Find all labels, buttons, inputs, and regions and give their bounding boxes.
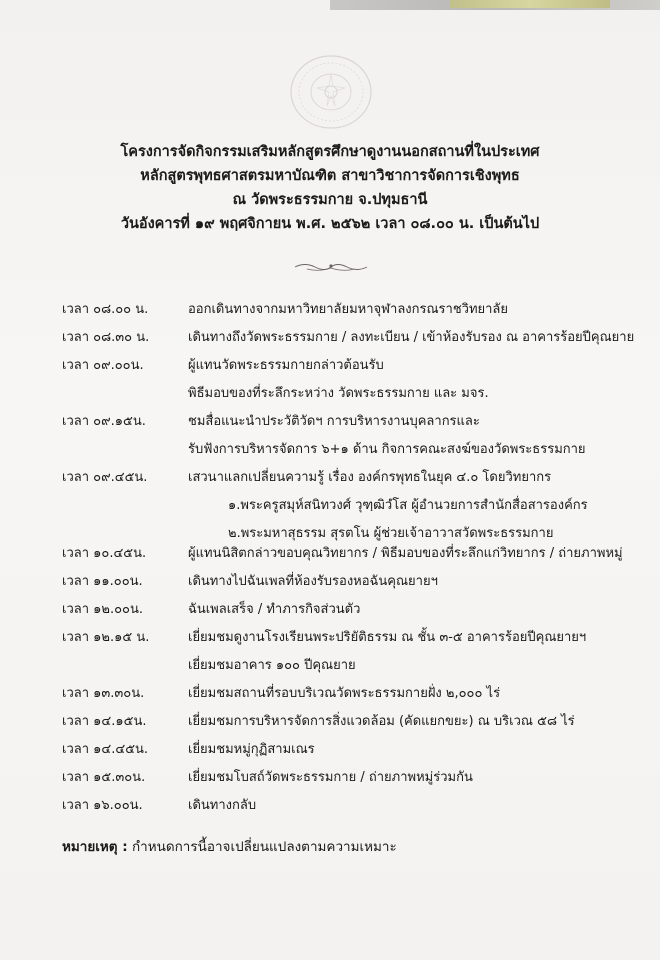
speaker-line: ๑.พระครูสมุห์สนิทวงศ์ วุฑฺฒิวํโส ผู้อำนวยการสำนักสื่อสารองค์กร (228, 498, 588, 513)
schedule-time: เวลา ๐๙.๑๕น. (62, 414, 146, 429)
schedule-activity: เสวนาแลกเปลี่ยนความรู้ เรื่อง องค์กรพุทธในยุค ๔.๐ โดยวิทยากร (188, 470, 552, 485)
speaker-line: ๒.พระมหาสุธรรม สุรตโน ผู้ช่วยเจ้าอาวาสวัดพระธรรมกาย (228, 526, 554, 541)
venue-line: ณ วัดพระธรรมกาย จ.ปทุมธานี (232, 192, 428, 208)
schedule-time: เวลา ๑๐.๔๕น. (62, 546, 147, 561)
schedule-activity: รับฟังการบริหารจัดการ ๖+๑ ด้าน กิจการคณะสงฆ์ของวัดพระธรรมกาย (188, 442, 586, 457)
date-line: วันอังคารที่ ๑๙ พฤศจิกายน พ.ศ. ๒๕๖๒ เวลา ๐๘.๐๐ น. เป็นต้นไป (120, 216, 540, 232)
schedule-activity: เยี่ยมชมสถานที่รอบบริเวณวัดพระธรรมกายฝั่ง ๒,๐๐๐ ไร่ (188, 686, 501, 701)
schedule-time: เวลา ๐๙.๐๐น. (62, 358, 144, 373)
divider-ornament (293, 260, 369, 274)
schedule-activity: เยี่ยมชมอาคาร ๑๐๐ ปีคุณยาย (188, 658, 356, 673)
schedule-activity: ชมสื่อแนะนำประวัติวัดฯ การบริหารงานบุคลากรและ (188, 414, 480, 429)
schedule-time: เวลา ๐๘.๓๐ น. (62, 330, 150, 345)
document-header (0, 140, 660, 236)
schedule-time: เวลา ๐๘.๐๐ น. (62, 302, 149, 317)
schedule-activity: ผู้แทนวัดพระธรรมกายกล่าวต้อนรับ (188, 358, 384, 373)
schedule-time: เวลา ๑๔.๔๕น. (62, 742, 149, 757)
schedule-activity: เยี่ยมชมหมู่กุฏิสามเณร (188, 742, 315, 757)
schedule-activity: ออกเดินทางจากมหาวิทยาลัยมหาจุฬาลงกรณราชวิทยาลัย (188, 302, 509, 317)
schedule-time: เวลา ๑๖.๐๐น. (62, 798, 143, 813)
remark (62, 835, 397, 857)
schedule-activity: เยี่ยมชมการบริหารจัดการสิ่งแวดล้อม (คัดแยกขยะ) ณ บริเวณ ๕๘ ไร่ (188, 714, 575, 729)
program-title: หลักสูตรพุทธศาสตรมหาบัณฑิต สาขาวิชาการจัดการเชิงพุทธ (140, 168, 520, 184)
schedule-time: เวลา ๑๕.๓๐น. (62, 770, 146, 785)
schedule-activity: ฉันเพลเสร็จ / ทำภารกิจส่วนตัว (188, 602, 361, 617)
schedule-time: เวลา ๑๓.๓๐น. (62, 686, 145, 701)
schedule-time: เวลา ๑๔.๑๕น. (62, 714, 147, 729)
remark-text: กำหนดการนี้อาจเปลี่ยนแปลงตามความเหมาะ (131, 839, 397, 855)
photo-edge (330, 0, 660, 10)
schedule-activity: พิธีมอบของที่ระลึกระหว่าง วัดพระธรรมกาย และ มจร. (188, 386, 489, 401)
university-seal-emblem (283, 52, 379, 132)
schedule-time: เวลา ๑๒.๐๐น. (62, 602, 143, 617)
schedule-activity: เยี่ยมชมโบสถ์วัดพระธรรมกาย / ถ่ายภาพหมู่ร่วมกัน (188, 770, 473, 785)
schedule-activity: เดินทางถึงวัดพระธรรมกาย / ลงทะเบียน / เข้าห้องรับรอง ณ อาคารร้อยปีคุณยาย (188, 330, 635, 345)
remark-label: หมายเหตุ : (62, 839, 128, 855)
schedule-activity: เดินทางไปฉันเพลที่ห้องรับรองหอฉันคุณยายฯ (188, 574, 438, 589)
schedule-activity: เดินทางกลับ (188, 798, 257, 813)
schedule-time: เวลา ๑๒.๑๕ น. (62, 630, 150, 645)
schedule-time: เวลา ๑๑.๐๐น. (62, 574, 143, 589)
schedule-activity: เยี่ยมชมดูงานโรงเรียนพระปริยัติธรรม ณ ชั้น ๓-๕ อาคารร้อยปีคุณยายฯ (188, 630, 587, 645)
schedule-time: เวลา ๐๙.๔๕น. (62, 470, 148, 485)
schedule-activity: ผู้แทนนิสิตกล่าวขอบคุณวิทยากร / พิธีมอบของที่ระลึกแก่วิทยากร / ถ่ายภาพหมู่ (188, 546, 623, 561)
project-title: โครงการจัดกิจกรรมเสริมหลักสูตรศึกษาดูงานนอกสถานที่ในประเทศ (120, 144, 540, 160)
